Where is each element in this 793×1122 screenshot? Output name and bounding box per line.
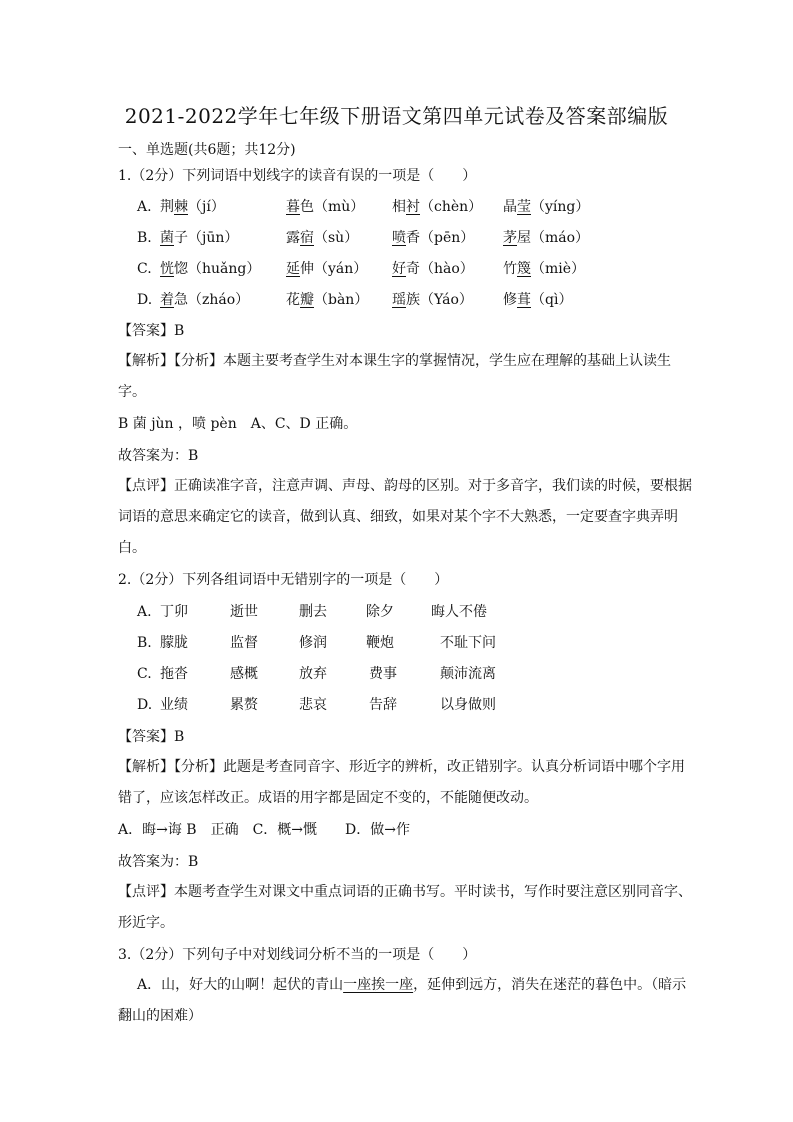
option-item: 好奇（hào） [392,261,474,277]
option-item: 菌子（jūn） [160,230,239,246]
option-item: 延伸（yán） [286,261,368,277]
option-word: 丁卯 [160,604,188,620]
page-title: 2021-2022学年七年级下册语文第四单元试卷及答案部编版 [124,104,669,128]
q2-analysis: 【解析】【分析】此题是考查同音字、形近字的辨析，改正错别字。认真分析词语中哪个字用错了，应该怎样改正。成语的用字都是固定不变的，不能随便改动。 [118,759,685,806]
option-word: 逝世 [230,604,258,620]
option-word: 朦胧 [160,635,188,651]
option-word: 不耻下问 [440,635,496,651]
option-item: 瑶族（Yáo） [392,292,473,308]
q1-comment: 【点评】正确读准字音，注意声调、声母、韵母的区别。对于多音字，我们读的时候，要根据词语的意思来确定它的读音，做到认真、细致，如果对某个字不大熟悉，一定要查字典弄明白。 [118,478,692,556]
option-label: A. [137,199,152,215]
section-heading: 一、单选题(共6题；共12分) [118,142,296,158]
option-item: 着急（zháo） [160,292,250,308]
option-word: 晦人不倦 [431,604,487,620]
option-label: A. [137,604,152,620]
option-word: 告辞 [369,697,397,713]
q2-conclusion: 故答案为：B [118,854,199,870]
option-item: 花瓣（bàn） [286,292,369,308]
q1-detail: B 菌 jùn ，喷 pèn A、C、D 正确。 [118,416,358,432]
option-item: 茅屋（máo） [503,230,590,246]
q3-option-a: A．山，好大的山啊！起伏的青山一座挨一座，延伸到远方，消失在迷茫的暮色中。（暗示翻山的困难） [118,977,687,1024]
option-word: 监督 [230,635,258,651]
option-word: 业绩 [160,697,188,713]
option-item: 暮色（mù） [286,199,365,215]
option-word: 悲哀 [299,697,327,713]
option-item: 修葺（qì） [503,292,573,308]
option-item: 竹篾（miè） [503,261,586,277]
option-word: 除夕 [366,604,394,620]
option-item: 晶莹（yíng） [503,199,590,215]
option-label: D. [137,697,153,713]
option-label: B. [137,230,152,246]
q1-analysis: 【解析】【分析】本题主要考查学生对本课生字的掌握情况，学生应在理解的基础上认读生字。 [118,353,671,400]
q2-answer: 【答案】B [118,729,185,745]
option-word: 以身做则 [440,697,496,713]
q2-stem: 2.（2分）下列各组词语中无错别字的一项是（ ） [118,572,449,588]
option-word: 删去 [299,604,327,620]
option-word: 修润 [299,635,327,651]
q1-conclusion: 故答案为：B [118,448,199,464]
q2-detail: A．晦→诲 B 正确 C．概→慨 D．做→作 [118,822,410,838]
q1-stem: 1.（2分）下列词语中划线字的读音有误的一项是（ ） [118,168,477,184]
option-item: 恍惚（huǎng） [160,261,261,277]
option-word: 颠沛流离 [440,666,496,682]
option-label: B. [137,635,152,651]
option-item: 荆棘（jí） [160,199,225,215]
q3-stem: 3.（2分）下列句子中对划线词分析不当的一项是（ ） [118,947,477,963]
option-word: 拖沓 [160,666,188,682]
option-word: 累赘 [230,697,258,713]
option-label: C. [137,261,152,277]
q1-answer: 【答案】B [118,323,185,339]
option-word: 鞭炮 [366,635,394,651]
option-word: 费事 [369,666,397,682]
option-word: 感概 [230,666,258,682]
option-item: 相衬（chèn） [392,199,483,215]
option-word: 放弃 [299,666,327,682]
option-label: C. [137,666,152,682]
option-item: 喷香（pēn） [392,230,475,246]
option-item: 露宿（sù） [286,230,359,246]
option-label: D. [137,292,153,308]
q2-comment: 【点评】本题考查学生对课文中重点词语的正确书写。平时读书，写作时要注意区别同音字、形近字。 [118,884,692,931]
